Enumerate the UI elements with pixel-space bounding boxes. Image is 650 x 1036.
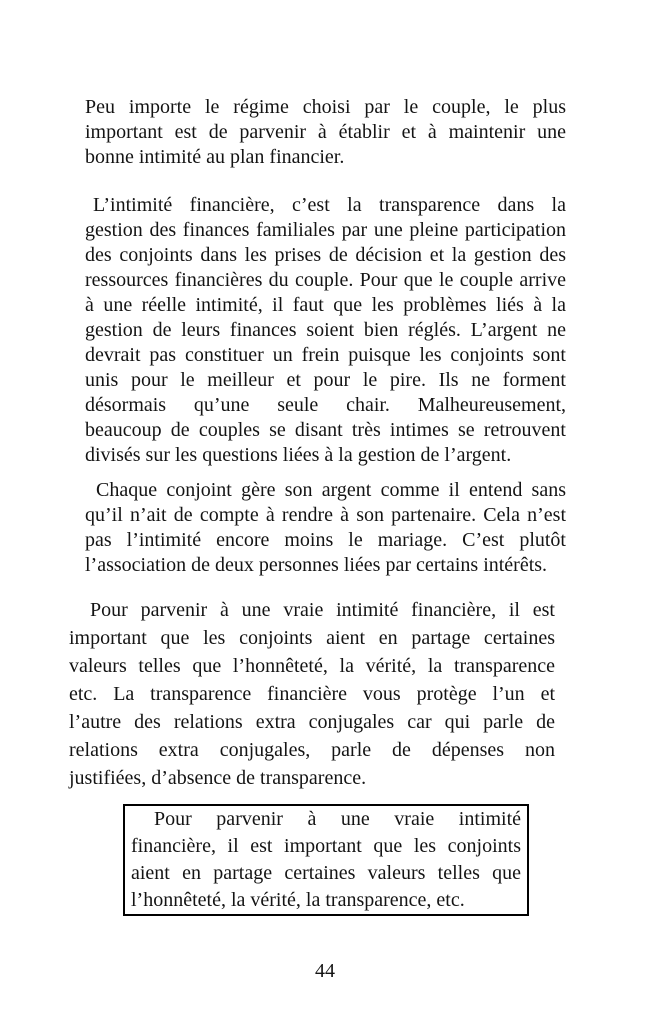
text-line: etc. La transparence financière vous protège l’un et (69, 683, 555, 705)
text-line: bonne intimité au plan financier. (85, 146, 345, 168)
quote-box (123, 804, 529, 916)
text-line: des conjoints dans les prises de décision et la gestion des (85, 244, 566, 266)
text-line: financière, il est important que les conjoints (131, 835, 521, 857)
text-line: l’autre des relations extra conjugales car qui parle de (69, 711, 555, 733)
text-line: important que les conjoints aient en partage certaines (69, 627, 555, 649)
paragraph-opening (85, 95, 566, 170)
paragraph-financial-intimacy (85, 193, 566, 468)
paragraph-each-spouse (85, 478, 566, 578)
text-line: aient en partage certaines valeurs telles que (131, 862, 521, 884)
text-line: Chaque conjoint gère son argent comme il entend sans (96, 479, 566, 501)
text-line: Pour parvenir à une vraie intimité financière, il est (90, 599, 555, 621)
text-line: Peu importe le régime choisi par le couple, le plus (85, 96, 566, 118)
text-line: pas l’intimité encore moins le mariage. C’est plutôt (85, 529, 566, 551)
text-line: relations extra conjugales, parle de dépenses non (69, 739, 555, 761)
text-line: devrait pas constituer un frein puisque les conjoints sont (85, 344, 566, 366)
text-line: gestion des finances familiales par une pleine participation (85, 219, 566, 241)
page-number: 44 (315, 960, 335, 982)
text-line: unis pour le meilleur et pour le pire. Ils ne forment (85, 369, 566, 391)
text-line: L’intimité financière, c’est la transparence dans la (93, 194, 566, 216)
text-line: valeurs telles que l’honnêteté, la vérité, la transparence (69, 655, 555, 677)
text-line: important est de parvenir à établir et à maintenir une (85, 121, 566, 143)
text-line: désormais qu’une seule chair. Malheureusement, (85, 394, 566, 416)
text-line: l’association de deux personnes liées par certains intérêts. (85, 554, 548, 576)
text-line: l’honnêteté, la vérité, la transparence, etc. (131, 889, 465, 911)
text-line: divisés sur les questions liées à la gestion de l’argent. (85, 444, 512, 466)
text-line: gestion de leurs finances soient bien réglés. L’argent ne (85, 319, 566, 341)
text-line: à une réelle intimité, il faut que les problèmes liés à la (85, 294, 566, 316)
text-line: justifiées, d’absence de transparence. (69, 767, 367, 789)
text-line: Pour parvenir à une vraie intimité (154, 808, 521, 830)
paragraph-shared-values (69, 596, 555, 792)
text-line: qu’il n’ait de compte à rendre à son partenaire. Cela n’est (85, 504, 566, 526)
text-line: beaucoup de couples se disant très intimes se retrouvent (85, 419, 566, 441)
text-line: ressources financières du couple. Pour que le couple arrive (85, 269, 566, 291)
